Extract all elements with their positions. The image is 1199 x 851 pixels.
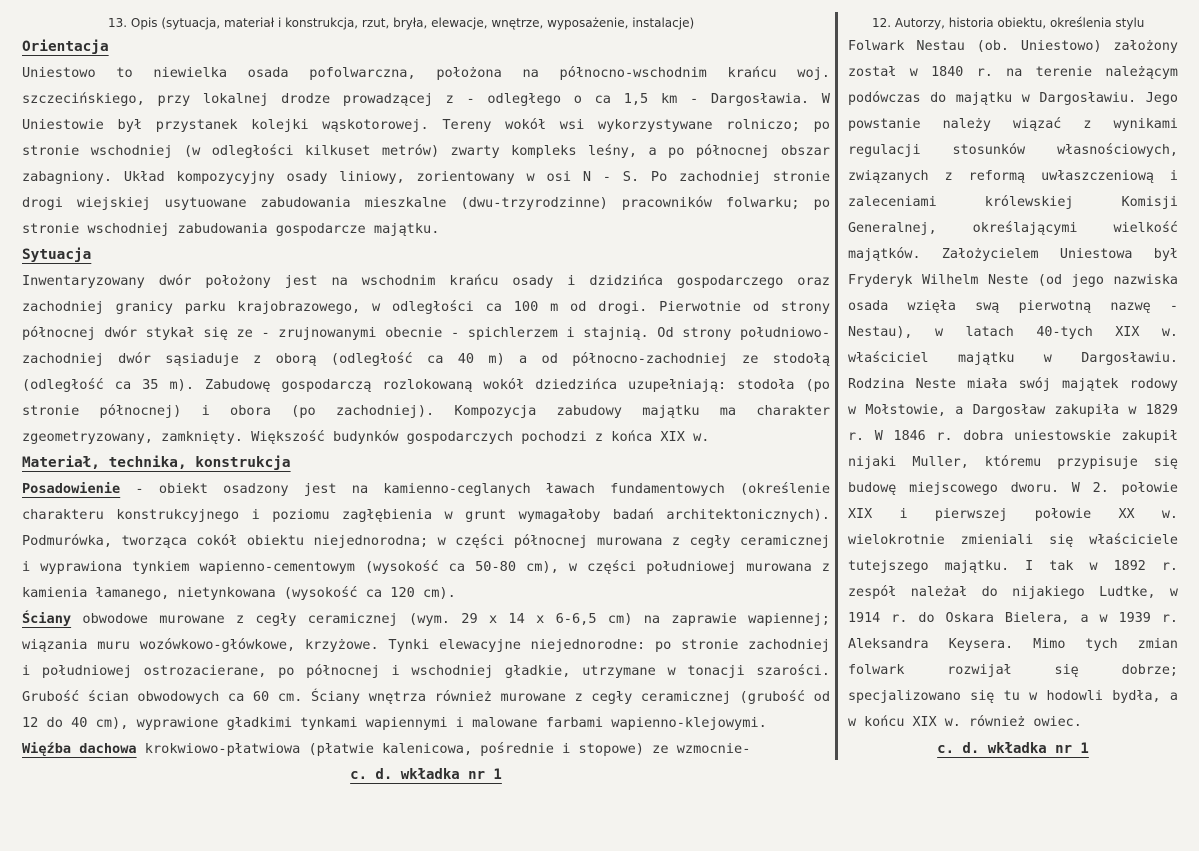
sytuacja-heading: Sytuacja: [22, 247, 92, 263]
column-divider: [835, 12, 838, 760]
orientacja-heading: Orientacja: [22, 39, 109, 55]
sciany-text: obwodowe murowane z cegły ceramicznej (wym. 29 x 14 x 6-6,5 cm) na zaprawie wapiennej; wiązania muru wozówkowo-główkowe, krzyżowe. Tynki elewacyjne niejednorodne: po stronie zachodniej i południowej ostrozacierane, po północnej i wschodniej gładkie, utrzymane w tonacji szarości. Grubość ścian obwodowych ca 60 cm. Ściany wnętrza również murowane z cegły ceramicznej (grubość od 12 do 40 cm), wyprawione gładkimi tynkami wapiennymi i malowane farbami wapienno-klejowymi.: [22, 611, 830, 731]
history-text: Folwark Nestau (ob. Uniestowo) założony został w 1840 r. na terenie należącym podówczas do majątku w Dargosławiu. Jego powstanie należy wiązać z wynikami regulacji stosunków własnościowych, związanych z reformą uwłaszczeniową i zaleceniami królewskiej Komisji Generalnej, określającymi wielkość majątków. Założycielem Uniestowa był Fryderyk Wilhelm Neste (od jego nazwiska osada wzięła swą pierwotną nazwę - Nestau), w latach 40-tych XIX w. właściciel majątku w Dargosławiu. Rodzina Neste miała swój majątek rodowy w Mołstowie, a Dargosław zakupiła w 1829 r. W 1846 r. dobra uniestowskie zakupił nijaki Muller, któremu przypisuje się budowę miejscowego dworu. W 2. połowie XIX i pierwszej połowie XX w. wielokrotnie zmieniali się właściciele tutejszego majątku. I tak w 1892 r. zespół należał do nijakiego Ludtke, w 1914 r. do Oskara Bielera, a w 1939 r. Aleksandra Keysera. Mimo tych zmian folwark rozwijał się dobrze; specjalizowano się tu w hodowli bydła, a w końcu XIX w. również owiec.: [848, 39, 1178, 730]
sytuacja-text: Inwentaryzowany dwór położony jest na wschodnim krańcu osady i dzidzińca gospodarczego oraz zachodniej granicy parku krajobrazowego, w odległości ca 100 m od drogi. Pierwotnie od strony północnej dwór stykał się ze - zrujnowanymi obecnie - spichlerzem i stajnią. Od strony południowo-zachodniej dwór sąsiaduje z oborą (odległość ca 40 m) a od północno-zachodniej ze stodołą (odległość ca 35 m). Zabudowę gospodarczą rozlokowaną wokół dziedzińca uzupełniają: stodoła (po stronie północnej) i obora (po zachodniej). Kompozycja zabudowy majątku ma charakter zgeometryzowany, zamknięty. Większość budynków gospodarczych pochodzi z końca XIX w.: [22, 273, 830, 445]
wiezba-text: krokwiowo-płatwiowa (płatwie kalenicowa, pośrednie i stopowe) ze wzmocnie-: [136, 741, 751, 757]
posadowienie-paragraph: [22, 476, 830, 606]
sciany-label: Ściany: [22, 611, 72, 627]
sciany-paragraph: [22, 606, 830, 736]
description-column: [22, 14, 830, 788]
continuation-note-left: c. d. wkładka nr 1: [350, 767, 502, 783]
posadowienie-text: - obiekt osadzony jest na kamienno-ceglanych ławach fundamentowych (określenie charakteru konstrukcyjnego i poziomu zagłębienia w grunt wymagałoby badań architektonicznych). Podmurówka, tworząca cokół obiektu niejednorodna; w części północnej murowana z cegły ceramicznej i wyprawiona tynkiem wapienno-cementowym (wysokość ca 50-80 cm), w części południowej murowana z kamienia łamanego, nietynkowana (wysokość ca 120 cm).: [22, 481, 830, 601]
history-column: [848, 14, 1178, 762]
section-13-header: 13. Opis (sytuacja, materiał i konstrukcja, rzut, bryła, elewacje, wnętrze, wyposażenie, instalacje): [108, 16, 695, 30]
section-12-header: 12. Autorzy, historia obiektu, określenia stylu: [872, 16, 1145, 30]
continuation-note-right: c. d. wkładka nr 1: [937, 741, 1089, 757]
wiezba-label: Więźba dachowa: [22, 741, 137, 757]
orientacja-text: Uniestowo to niewielka osada pofolwarczna, położona na północno-wschodnim krańcu woj. szczecińskiego, przy lokalnej drodze prowadzącej z - odległego o ca 1,5 km - Dargosławia. W Uniestowie był przystanek kolejki wąskotorowej. Tereny wokół wsi wykorzystywane rolniczo; po stronie wschodniej (w odległości kilkuset metrów) zwarty kompleks leśny, a po północnej obszar zabagniony. Układ kompozycyjny osady liniowy, zorientowany w osi N - S. Po zachodniej stronie drogi wiejskiej usytuowane zabudowania mieszkalne (dwu-trzyrodzinne) pracowników folwarku; po stronie wschodniej zabudowania gospodarcze majątku.: [22, 65, 830, 237]
posadowienie-label: Posadowienie: [22, 481, 121, 497]
wiezba-paragraph: [22, 736, 830, 762]
material-heading: Materiał, technika, konstrukcja: [22, 455, 291, 471]
